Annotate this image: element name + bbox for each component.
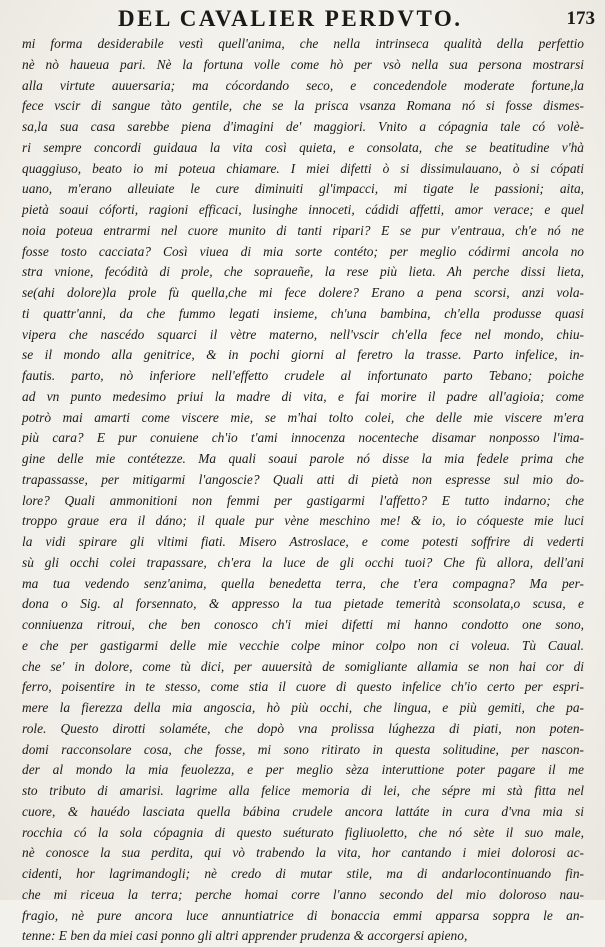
text-line: dona o Sig. al forsennato, & appresso la tua pietade temerità sconsolata,o scusa, e	[22, 596, 584, 612]
text-line: potrò mai amarti come viscere mie, se m'hai tolto colei, che delle mie viscere m'era	[22, 409, 584, 425]
text-line: ti quattr'anni, da che fummo legati insieme, ch'una bambina, ch'ella produsse quasi	[22, 305, 584, 321]
text-line: cuore, & hauédo lasciata quella bábina crudele ancora lattáte in cura d'vna mia si	[22, 803, 584, 819]
text-line: fragio, nè pure ancora luce annuntiatrice di bonaccia emmi apparsa soppra le an-	[22, 907, 584, 923]
text-line: ad vn punto medesimo priui la madre di vita, e fai morire il padre all'agioia; come	[22, 388, 584, 404]
text-line: più cara? E pur conuiene ch'io t'ami innocenza nocenteche disamar nonposso l'ima-	[22, 430, 584, 446]
text-line: uano, m'erano alleuiate le cure diminuiti gl'impacci, mi tigate le passioni; aita,	[22, 181, 584, 197]
text-line: mere la fierezza della mia angoscia, hò più occhi, che lingua, e più gemiti, che pa-	[22, 700, 584, 715]
text-line: sa,la sua casa sarebbe piena d'imagini de' maggiori. Vnito a cópagnia tale có volè-	[22, 119, 584, 134]
text-line: ma tua vedendo senz'anima, quella benedetta terra, che t'era compagna? Ma per-	[22, 575, 584, 591]
text-line: ri sempre concordi guidaua la vita così quieta, e consolata, che se beatitudine v'hà	[22, 139, 584, 155]
text-line: e che per gastigarmi delle mie vecchie colpe minor colpo non ci voleua. Tù Caual.	[22, 637, 584, 653]
text-line: sù gli occhi colei trapassare, ch'era la luce de gli occhi tuoi? Che fù allora, dell'ani	[22, 554, 584, 570]
text-line: rocchia có la sola cópagnia di questo suéturato figliuoletto, che nó sète il suo male,	[22, 824, 584, 840]
text-line: lore? Quali ammonitioni non femmi per gastigarmi l'affetto? E tutto indarno; che	[22, 492, 584, 508]
text-line: tenne: E ben da miei casi ponno gli altri apprender prudenza & accorgersi apieno,	[22, 928, 468, 944]
text-line: trapassasse, per mitigarmi l'angoscie? Quali atti di pietà non espresse sul mio do-	[22, 471, 584, 487]
text-line: fautis. parto, nò inferiore nell'effetto crudele al infortunato parto Tebano; poiche	[22, 368, 584, 383]
text-line: troppo graue era il dáno; il quale pur vène meschino me! & io, io cóqueste mie luci	[22, 513, 584, 529]
text-line: noia poteua entrarmi nel cuore munito di tanti ripari? E se pur v'entraua, ch'e nó ne	[22, 222, 584, 238]
text-line: che se' in dolore, come tù dici, per auuersità de somigliante allamia se non hai cor di	[22, 658, 584, 674]
text-line: ferro, poisentire in te stesso, come stia il cuore di questo infelice ch'io certo per espri-	[22, 679, 584, 695]
running-title: DEL CAVALIER PERDVTO.	[118, 6, 463, 31]
text-line: pietà soaui cóforti, ragioni efficaci, lusinghe innoceti, cádidi affetti, amor verace; e quel	[22, 202, 584, 217]
text-line: se il mondo alla genitrice, & in pochi giorni al feretro la trasse. Parto infelice, in-	[22, 347, 584, 363]
text-line: nè nò haueua pari. Nè la fortuna volle come hò per vsò nella sua persona mostrarsi	[22, 56, 584, 72]
text-line: nè conosce la sua perdita, qui vò trabendo la vita, hor cantando i miei dolorosi ac-	[22, 845, 584, 861]
text-line: sto tributo di amarisi. lagrime alla felice memoria di lei, che sépre mi stà fitta nel	[22, 783, 584, 798]
page-header	[0, 4, 605, 34]
text-line: alla virtute auuersaria; ma cócordando seco, e concedendole moderate fortune,la	[22, 77, 584, 93]
text-line: cidenti, hor lagrimandogli; nè credo di mutar stile, ma di andarlocontinuando fin-	[22, 866, 584, 881]
text-line: vipera che nascédo squarci il vètre materno, nell'vscir ch'ella fece nel mondo, chiu-	[22, 326, 584, 342]
body-text	[22, 34, 584, 947]
page-number: 173	[566, 8, 595, 29]
text-line: role. Questo dirotti solaméte, che dopò vna prolissa lúghezza di piati, non poten-	[22, 720, 584, 736]
text-line: gine delle mie contétezze. Ma quali soaui parole nó disse la mia fedele prima che	[22, 451, 584, 466]
text-line: mi forma desiderabile vestì quell'anima, che nella intrinseca qualità della perfettio	[22, 36, 584, 51]
text-line: la vidi spirare gli vltimi fiati. Misero Astroslace, e come potesti soffrire di vederti	[22, 534, 584, 549]
text-line: fece vscir di sangue tàto gentile, che se la prisca vsanza Romana nó si fosse dismes-	[22, 98, 584, 114]
text-line: domi racconsolare cosa, che fosse, mi sono ritirato in questa solitudine, per nascon-	[22, 741, 584, 757]
text-line: der al mondo la mia feuolezza, e per meglio sèza interuttione poter pagare il me	[22, 762, 584, 778]
text-line: che mi riceua la terra; perche homai corre l'anno secondo del mio doloroso nau-	[22, 886, 584, 902]
text-line: conniuenza ritroui, che ben conosco ch'i miei difetti mi hanno condotto one sono,	[22, 617, 584, 632]
text-line: fosse tosto cacciata? Così viuea di mia sorte contéto; per meglio códirmi ancola no	[22, 243, 584, 259]
text-line: quaggiuso, beato io mi poteua chiamare. I miei difetti ò si dissimulauano, ò si cópati	[22, 160, 584, 176]
text-line: stra vnione, fecódità di prole, che sopraueñe, la rese più lieta. Ah perche dissi lieta,	[22, 264, 584, 280]
text-line: se(ahi dolore)la prole fù quella,che mi fece dolere? Erano a pena scorsi, anzi vola-	[22, 285, 584, 300]
